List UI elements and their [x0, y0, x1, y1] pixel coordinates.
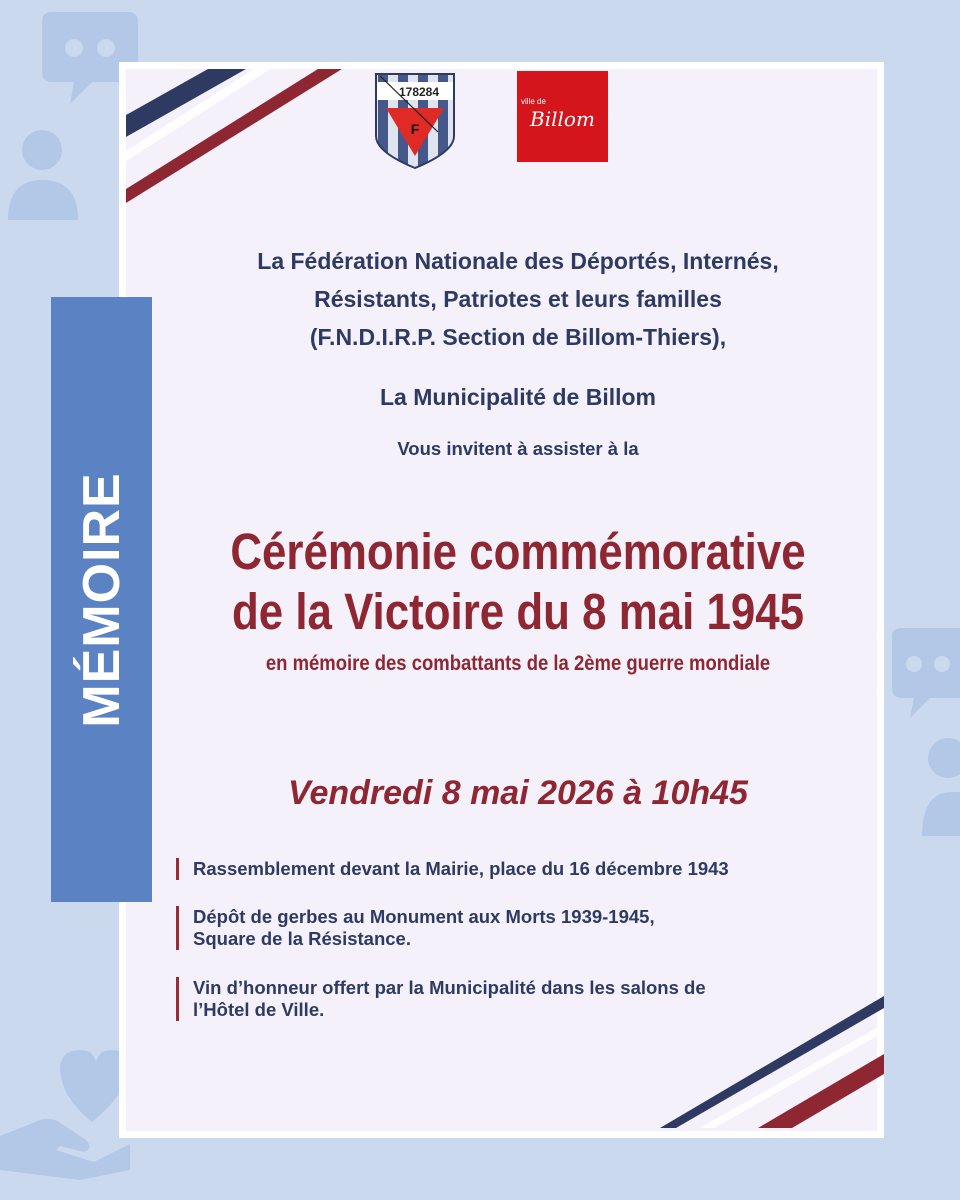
program-item-line: Vin d’honneur offert par la Municipalité dans les salons de	[193, 977, 706, 998]
user-icon	[908, 736, 960, 846]
event-date: Vendredi 8 mai 2026 à 10h45	[288, 774, 748, 812]
municipality: La Municipalité de Billom	[379, 384, 657, 410]
billom-logo-small: ville de	[521, 97, 546, 106]
intro-line: La Fédération Nationale des Déportés, Internés,	[257, 248, 779, 274]
intro-line: (F.N.D.I.R.P. Section de Billom-Thiers),	[309, 324, 727, 350]
tricolor-stripes-top	[126, 69, 356, 219]
program-item-line: Rassemblement devant la Mairie, place du 16 décembre 1943	[193, 858, 729, 879]
fndirp-letter: F	[410, 121, 420, 137]
program-item-line: Dépôt de gerbes au Monument aux Morts 1939-1945,	[193, 906, 655, 927]
billom-logo	[517, 71, 608, 162]
billom-logo-script: Billom	[530, 107, 595, 131]
invite-text: Vous invitent à assister à la	[397, 438, 639, 459]
ceremony-subtitle: en mémoire des combattants de la 2ème guerre mondiale	[265, 652, 771, 675]
program-item-line: l’Hôtel de Ville.	[193, 999, 325, 1020]
memoire-label: MÉMOIRE	[72, 471, 131, 728]
program-item	[176, 858, 729, 880]
program-item	[176, 906, 655, 950]
ceremony-title-line-2: de la Victoire du 8 mai 1945	[231, 583, 805, 640]
chat-bubble-icon	[880, 626, 960, 726]
program-item	[176, 977, 706, 1021]
user-icon	[8, 130, 88, 230]
ceremony-title-line-1: Cérémonie commémorative	[230, 523, 806, 580]
organizer-intro	[152, 242, 884, 356]
memoire-band	[51, 297, 152, 902]
intro-line: Résistants, Patriotes et leurs familles	[314, 286, 722, 312]
program-item-line: Square de la Résistance.	[193, 928, 411, 949]
heart-hand-icon	[0, 1040, 130, 1180]
fndirp-shield-logo	[374, 72, 456, 170]
fndirp-number: 178284	[398, 85, 440, 99]
